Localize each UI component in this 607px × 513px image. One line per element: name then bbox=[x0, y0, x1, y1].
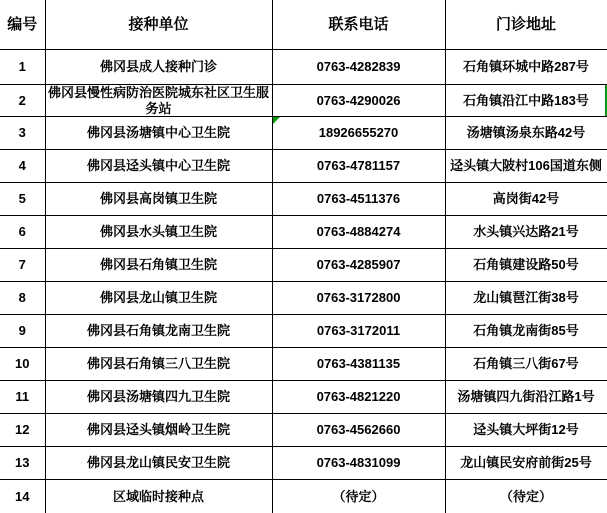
cell-unit: 佛冈县石角镇三八卫生院 bbox=[45, 348, 272, 381]
cell-phone: 0763-4884274 bbox=[272, 216, 445, 249]
cell-id: 5 bbox=[0, 183, 45, 216]
cell-unit: 佛冈县迳头镇烟岭卫生院 bbox=[45, 414, 272, 447]
cell-address: 迳头镇大陂村106国道东侧 bbox=[445, 150, 607, 183]
cell-address: 汤塘镇四九街沿江路1号 bbox=[445, 381, 607, 414]
header-address: 门诊地址 bbox=[445, 0, 607, 50]
cell-id: 1 bbox=[0, 50, 45, 85]
cell-id: 13 bbox=[0, 447, 45, 480]
header-id: 编号 bbox=[0, 0, 45, 50]
cell-id: 9 bbox=[0, 315, 45, 348]
cell-phone: 0763-3172011 bbox=[272, 315, 445, 348]
header-row bbox=[0, 0, 607, 50]
cell-phone: 0763-4781157 bbox=[272, 150, 445, 183]
cell-phone-text: 18926655270 bbox=[318, 125, 399, 141]
cell-unit: 佛冈县成人接种门诊 bbox=[45, 50, 272, 85]
table-row bbox=[0, 381, 607, 414]
cell-phone: （待定） bbox=[272, 480, 445, 513]
table-row bbox=[0, 50, 607, 85]
cell-address: 石角镇龙南街85号 bbox=[445, 315, 607, 348]
cell-address-text: 石角镇沿江中路183号 bbox=[463, 92, 589, 108]
cell-address: 汤塘镇汤泉东路42号 bbox=[445, 117, 607, 150]
cell-phone: 0763-4290026 bbox=[272, 85, 445, 117]
cell-address: 水头镇兴达路21号 bbox=[445, 216, 607, 249]
cell-address bbox=[445, 85, 607, 117]
cell-id: 7 bbox=[0, 249, 45, 282]
cell-phone bbox=[272, 117, 445, 150]
table-row bbox=[0, 216, 607, 249]
cell-address: 龙山镇琶江街38号 bbox=[445, 282, 607, 315]
table-row bbox=[0, 480, 607, 513]
header-phone: 联系电话 bbox=[272, 0, 445, 50]
table-row bbox=[0, 183, 607, 216]
cell-id: 4 bbox=[0, 150, 45, 183]
cell-phone: 0763-4511376 bbox=[272, 183, 445, 216]
cell-address: （待定） bbox=[445, 480, 607, 513]
cell-unit: 佛冈县石角镇龙南卫生院 bbox=[45, 315, 272, 348]
cell-phone: 0763-4562660 bbox=[272, 414, 445, 447]
table-row bbox=[0, 117, 607, 150]
error-indicator-icon bbox=[273, 117, 280, 124]
cell-id: 2 bbox=[0, 85, 45, 117]
cell-id: 10 bbox=[0, 348, 45, 381]
cell-unit: 佛冈县慢性病防治医院城东社区卫生服务站 bbox=[45, 85, 272, 117]
cell-address: 石角镇三八街67号 bbox=[445, 348, 607, 381]
cell-id: 3 bbox=[0, 117, 45, 150]
cell-phone: 0763-4282839 bbox=[272, 50, 445, 85]
cell-unit: 佛冈县汤塘镇四九卫生院 bbox=[45, 381, 272, 414]
table-row bbox=[0, 447, 607, 480]
cell-unit: 佛冈县汤塘镇中心卫生院 bbox=[45, 117, 272, 150]
cell-id: 12 bbox=[0, 414, 45, 447]
table-row bbox=[0, 282, 607, 315]
cell-phone: 0763-3172800 bbox=[272, 282, 445, 315]
cell-address: 迳头镇大坪街12号 bbox=[445, 414, 607, 447]
cell-address: 石角镇环城中路287号 bbox=[445, 50, 607, 85]
cell-id: 6 bbox=[0, 216, 45, 249]
cell-address: 高岗街42号 bbox=[445, 183, 607, 216]
table-row bbox=[0, 315, 607, 348]
table-row bbox=[0, 348, 607, 381]
cell-id: 8 bbox=[0, 282, 45, 315]
cell-id: 11 bbox=[0, 381, 45, 414]
cell-phone: 0763-4381135 bbox=[272, 348, 445, 381]
table-row bbox=[0, 85, 607, 117]
cell-unit: 佛冈县迳头镇中心卫生院 bbox=[45, 150, 272, 183]
cell-unit: 佛冈县龙山镇民安卫生院 bbox=[45, 447, 272, 480]
table-row bbox=[0, 249, 607, 282]
table-row bbox=[0, 150, 607, 183]
cell-phone: 0763-4831099 bbox=[272, 447, 445, 480]
cell-unit: 佛冈县石角镇卫生院 bbox=[45, 249, 272, 282]
table-row bbox=[0, 414, 607, 447]
cell-unit: 佛冈县龙山镇卫生院 bbox=[45, 282, 272, 315]
cell-phone: 0763-4821220 bbox=[272, 381, 445, 414]
cell-phone: 0763-4285907 bbox=[272, 249, 445, 282]
cell-unit: 区域临时接种点 bbox=[45, 480, 272, 513]
cell-unit: 佛冈县高岗镇卫生院 bbox=[45, 183, 272, 216]
cell-id: 14 bbox=[0, 480, 45, 513]
cell-address: 石角镇建设路50号 bbox=[445, 249, 607, 282]
cell-unit: 佛冈县水头镇卫生院 bbox=[45, 216, 272, 249]
cell-address: 龙山镇民安府前街25号 bbox=[445, 447, 607, 480]
header-unit: 接种单位 bbox=[45, 0, 272, 50]
